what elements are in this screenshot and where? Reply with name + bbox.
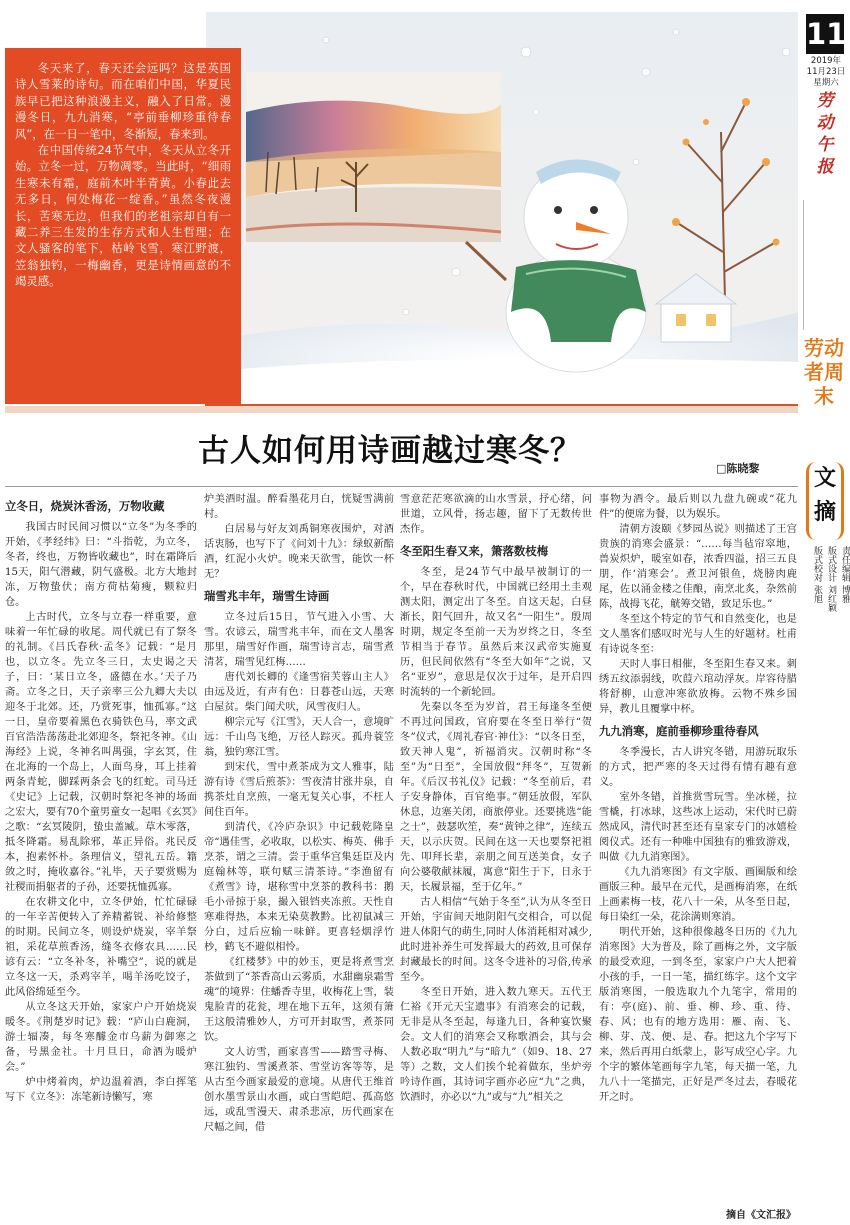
paragraph: 炉美酒时温。醉看墨花月白，恍疑雪满前村。 [204, 494, 394, 520]
article-column-3 [400, 492, 592, 1218]
section-heading: 九九消寒，庭前垂柳珍重待春风 [599, 724, 759, 738]
paragraph: 冬季漫长，古人讲究冬错，用游玩取乐的方式，把严寒的冬天过得有情有趣有意义。 [599, 747, 797, 788]
paragraph: 《红楼梦》中的妙玉，更是将煮雪烹茶做到了“茶香高山云雾质，水甜幽泉霜雪魂”的境界：住蟠香寺里，收梅花上雪，装鬼脸青的花瓮，埋在地下五年，这须有箫王这般清雅妙人，方可开封取雪，煮茶同饮。 [204, 957, 394, 1043]
page-number: 11 [806, 14, 844, 54]
paragraph: 文人访雪，画家喜雪——踏雪寻梅、寒江独钓、雪溪煮茶、雪堂访客等等，是从古至今画家最爱的意境。从唐代王维首创水墨雪景山水画，或白雪皑皑、孤高悠远，或乱雪漫天、肃杀悲凉，历代画家在尺幅之间，借 [204, 1047, 394, 1133]
section-heading: 瑞雪兆丰年，瑞雪生诗画 [204, 589, 330, 603]
paragraph: 冬至日开始，进入数九寒天。五代王仁裕《开元天宝遗事》有消寒会的记载，无非是从冬至起，每逢九日，各种宴饮聚会。文人们的消寒会又称歌酒会，其与会人数必取“明九”与“暗九”（如9、18、27等）之数，文人们挨个轮着做东，坐炉旁吟诗作画，其诗词字画亦必应“九”之典，饮酒时，亦必以“九”或与“九”相关之 [400, 987, 592, 1103]
paragraph: 清朝方浚颐《梦园丛说》则描述了王宫贵族的消寒会盛景：“……每当毡帘窣地，兽炭炽炉，暖室如春，浓香四溢，招三五良朋，作‘消寒会’。煮卫河银鱼，烧膀肉鹿尾，佐以涌金楼之佳酿，南烹北炙，杂然前陈，战拇飞花，觥筹交错，致足乐也。” [599, 524, 797, 610]
section-heading: 冬至阳生春又来，箫落数枝梅 [400, 544, 549, 558]
paragraph: 冬至，是24节气中最早被制订的一个，早在春秋时代，中国就已经用土圭观测太阳，测定出了冬至。自这天起，白昼渐长，阳气回升，故又名“一阳生”。殷周时期，规定冬至前一天为岁终之日，冬至节相当于春节。虽然后来汉武帝实施夏历，但民间依然有“冬至大如年”之说，又名“亚岁”，意思是仅次于过年，是开启四时流转的一个新轮回。 [400, 567, 592, 698]
paragraph: 冬至这个特定的节气和自然变化，也是文人墨客们感叹时光与人生的好题材。杜甫有诗说冬至： [599, 614, 797, 655]
paragraph: 先秦以冬至为岁首，君王每逢冬至便不再过问国政，官府要在冬至日举行“贺冬”仪式，《周礼春官·神仕》：“以冬日至，致天神人鬼”，祈福消灾。汉朝时称“冬至”为“日至”，全国放假“拜冬”，互贺新年。《后汉书礼仪》记载：“冬至前后，君子安身静体，百官绝事。”朝廷放假，军队休息，边塞关闭，商旅停业。还要挑选“能之士”，鼓瑟吹笙，奏“黄钟之律”，连续五天，以示庆贺。民间在这一天也要祭祀祖先、叩拜长辈，亲朋之间互送美食，女子向公婆敬献袜履，寓意“阳生于下，日永于天，长履景福，至于亿年。” [400, 702, 592, 893]
paragraph: 白居易与好友刘禹铜寒夜围炉，对酒话衷肠，也写下了《问刘十九》：绿蚁新醅酒，红泥小火炉。晚来天欲雪，能饮一杯无？ [204, 524, 394, 580]
masthead-logo: 劳动午报 [816, 91, 834, 177]
section-heading: 立冬日，烧炭沐香汤，万物收藏 [5, 499, 165, 513]
paragraph: 室外冬错，首推赏雪玩雪。坐冰槎，拉雪橇，打冰球，这些冰上运动，宋代时已蔚然成风，清代时甚至还有皇家专门的冰嬉检阅仪式。还有一种唯中国独有的雅致游戏，叫做《九九消寒图》。 [599, 792, 797, 863]
intro-paragraph: 在中国传统24节气中，冬天从立冬开始。立冬一过，万物凋零。当此时，“细雨生寒未有霜，庭前木叶半青黄。小春此去无多日，何处梅花一绽香。”虽然冬夜漫长，苦寒无边，但我们的老祖宗却自有一藏二养三生发的生存方式和人生哲理；在文人骚客的笔下，枯岭飞雪，寒江野渡，笠翁独钓，一梅幽香，更是诗情画意的不竭灵感。 [15, 143, 231, 289]
paragraph: 《九九消寒图》有文字版、画圈版和绘画版三种。最早在元代，是画梅消寒，在纸上画素梅一枝，花八十一朵，从冬至日起，每日染红一朵，花涂满则寒消。 [599, 867, 797, 923]
article-author: □陈晓黎 [716, 462, 760, 475]
poem: 天时人事日相催，冬至阳生春又来。刺绣五纹添弱线，吹葭六琯动浮灰。岸容待腊将舒柳，山意冲寒欲放梅。云物不殊乡国异，教儿且覆掌中杯。 [599, 659, 797, 715]
date-year: 2019年 [810, 56, 842, 66]
paragraph: 到清代，《冷庐杂识》中记载乾隆皇帝“遇佳雪，必收取，以松实、梅英、佛手烹茶，谓之三清。尝于重华宫集廷臣及内庭翰林等，联句赋三清茶诗。”李渔留有《煮雪》诗，堪称雪中烹茶的教科书：鹅毛小帚掠于泉，撮入银铛夹冻煎。天性自寒难得热，本来无染莫教黔。比初鼠减三分白，过后应输一味鲜。更喜轻烟浮竹杪，鹤飞不避似相怜。 [204, 822, 394, 953]
article-column-1 [5, 492, 197, 1218]
paragraph: 雪意茫茫寒欲滴的山水雪景，抒心绪，问世道，立风骨，扬志趣，留下了无数传世杰作。 [400, 494, 592, 535]
hero-illustration [206, 12, 798, 404]
paragraph: 在农耕文化中，立冬伊始，忙忙碌碌的一年辛苦便转入了养精蓄锐、补给修整的时期。民间立冬，则设炉烧炭，宰羊祭祖，采花草煎香汤，缝冬衣修农具……民谚有云：“立冬补冬，补嘴空”，说的就是立冬这一天，杀鸡宰羊，喝羊汤吃饺子，此风俗绵延至今。 [5, 897, 197, 998]
paragraph: 柳宗元写《江雪》，天人合一，意境旷远：千山鸟飞绝，万径人踪灭。孤舟蓑笠翁，独钓寒江雪。 [204, 717, 394, 758]
paragraph: 事物为酒令。最后则以九盘九碗或“花九件”的便席为餐，以为娱乐。 [599, 494, 797, 520]
paragraph: 到宋代，雪中煮茶成为文人雅事，陆游有诗《雪后煎茶》：雪夜清甘涨井泉，自携茶灶自烹煎，一毫无复关心事，不枉人间住百年。 [204, 762, 394, 818]
paragraph: 从立冬这天开始，家家户户开始烧炭暖冬。《荆楚岁时记》载：“庐山白鹿洞，游士辐凑，每冬寒醵金市乌薪为御寒之备，号黑金社。十月旦日，命酒为暖炉会。” [5, 1002, 197, 1073]
credit-line: 版式设计 刘红颖 [826, 546, 836, 612]
date-day: 11月23日 [806, 67, 846, 77]
paragraph: 立冬过后15日，节气进入小雪、大雪。农谚云，瑞雪兆丰年，而在文人墨客那里，瑞雪好作画，瑞雪诗言志，瑞雪煮清茗，瑞雪见红梅…… [204, 612, 394, 668]
divider [803, 200, 804, 330]
article-column-2 [204, 492, 394, 1218]
issue-date [802, 56, 850, 89]
article-column-4 [599, 492, 797, 1218]
subsection-name: 文摘 [806, 462, 844, 540]
paragraph: 古人相信“气始于冬至”,认为从冬至日开始，宇宙间天地阴阳气交相合，可以促进人体阳气的萌生,同时人体消耗相对减少,此时进补养生可发挥最大的药效,且可保存封藏最长的时间。这冬令进补的习俗,传承至今。 [400, 897, 592, 983]
paragraph: 我国古时民间习惯以“立冬”为冬季的开始，《孝经纬》曰：“斗指乾，为立冬，冬者，终也，万物皆收藏也”，时在霜降后15天，阳气潜藏，阴气盛极。北方大地封冻，万物蛰伏；南方荷枯菊瘦，颗粒归仓。 [5, 522, 197, 608]
credit-line: 责任编辑 博雅 [840, 546, 850, 603]
paragraph: 上古时代，立冬与立春一样重要，意味着一年忙碌的收尾。周代就已有了祭冬的礼制。《吕氏春秋·孟冬》记载：“是月也，以立冬。先立冬三日，太史谒之天子，曰：‘某日立冬，盛德在水。’天子乃斋。立冬之日，天子亲率三公九卿大夫以迎冬于北郊。还，乃赏死事，恤孤寡。”这一日，皇帝要着黑色衣骑铁色马，率文武百官浩浩荡荡赴北郊迎冬，祭祀冬神。《山海经》上说，冬神名叫禺强，字玄冥，住在北海的一个岛上，人面鸟身，耳上挂着两条青蛇，脚踩两条会飞的红蛇。司马迁《史记》上记载，汉朝时祭祀冬神的场面之宏大，要有70个童男童女一起唱《玄冥》之歌：“玄冥陵阴，蛰虫盖臧。草木零落，抵冬降霜。易乱除邪，革正异俗。兆民反本，抱素怀朴。条理信义，望礼五岳。籍敛之时，掩收嘉谷。”礼毕，天子要赏赐为社稷而捐躯者的子孙，还要抚恤孤寡。 [5, 612, 197, 893]
editor-credits [796, 546, 850, 656]
article-title: 古人如何用诗画越过寒冬？ [198, 433, 582, 469]
divider [5, 486, 798, 487]
intro-box [5, 48, 241, 404]
paragraph: 明代开始，这种很像越冬日历的《九九消寒图》大为普及，除了画梅之外，文字版的最受欢迎，一到冬至，家家户户大人把着小孩的手，一日一笔，描红练字。这个文字版消寒图，一般选取九个九笔字，常用的有：亭(庭)、前、垂、柳、珍、重、待、春、风；也有的地方选用：雁、南、飞、柳、芽、茂、便、是、春。把这九个字写下来，然后再用白纸蒙上，影写成空心字。九个字的繁体笔画每字九笔，每天描一笔，九九八十一笔描完，正好是严冬过去，春暖花开之时。 [599, 927, 797, 1103]
credit-line: 版式校对 张旭 [812, 546, 822, 603]
paragraph: 唐代刘长卿的《逢雪宿芙蓉山主人》由远及近，有声有色：日暮苍山远，天寒白屋贫。柴门闻犬吠，风雪夜归人。 [204, 672, 394, 713]
section-name: 劳动者周末 [804, 336, 844, 408]
date-weekday: 星期六 [813, 78, 839, 88]
intro-paragraph: 冬天来了，春天还会远吗？这是英国诗人雪莱的诗句。而在咱们中国，华夏民族早已把这种浪漫主义，融入了日常。漫漫冬日，九九消寒，“亭前垂柳珍重待春风”，在一日一笔中，冬渐短，春来到。 [15, 61, 231, 141]
article-source: 摘自《文汇报》 [726, 1210, 796, 1221]
paragraph: 炉中烤着肉，炉边温着酒，李白挥笔写下《立冬》：冻笔新诗懒写，寒 [5, 1077, 197, 1103]
divider [5, 406, 798, 413]
